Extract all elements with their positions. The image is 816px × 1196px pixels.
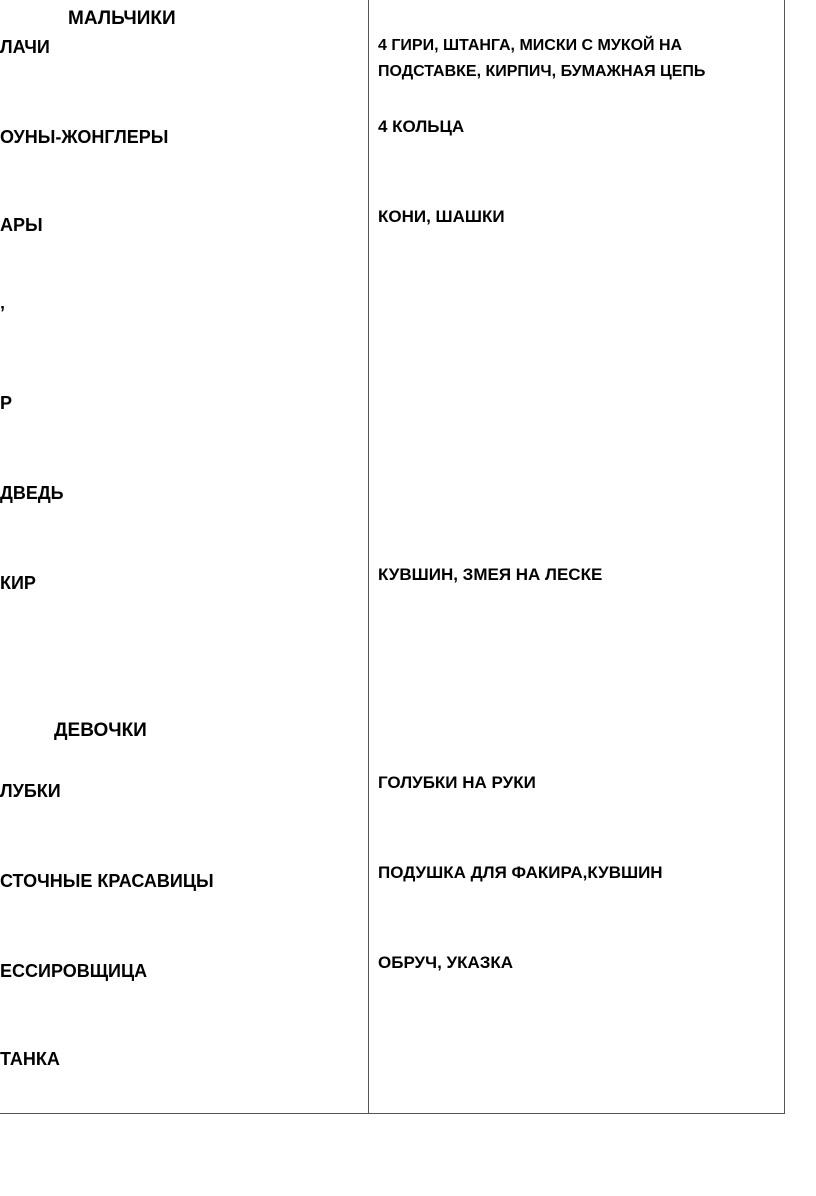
boys-heading: МАЛЬЧИКИ xyxy=(68,8,176,29)
column-divider xyxy=(368,0,369,1114)
girls-heading: ДЕВОЧКИ xyxy=(54,720,147,741)
girls-role-4: ТАНКА xyxy=(0,1049,60,1069)
girls-role-1: ЛУБКИ xyxy=(0,781,61,801)
boys-props-7: КУВШИН, ЗМЕЯ НА ЛЕСКЕ xyxy=(378,565,603,584)
boys-role-2: ОУНЫ-ЖОНГЛЕРЫ xyxy=(0,127,169,147)
boys-props-3: КОНИ, ШАШКИ xyxy=(378,207,505,226)
girls-props-3: ОБРУЧ, УКАЗКА xyxy=(378,953,514,972)
boys-role-1: ЛАЧИ xyxy=(0,37,50,57)
boys-props-2: 4 КОЛЬЦА xyxy=(378,117,465,136)
boys-role-6: ДВЕДЬ xyxy=(0,483,64,503)
boys-props-1-text: 4 ГИРИ, ШТАНГА, МИСКИ С МУКОЙ НА ПОДСТАВКЕ, КИРПИЧ, БУМАЖНАЯ ЦЕПЬ xyxy=(378,37,706,80)
girls-role-3: ЕССИРОВЩИЦА xyxy=(0,961,148,981)
girls-role-2: СТОЧНЫЕ КРАСАВИЦЫ xyxy=(0,871,214,891)
boys-role-4: ’ xyxy=(0,303,6,323)
boys-props-1 xyxy=(378,33,705,85)
boys-role-5: Р xyxy=(0,393,13,413)
boys-role-3: АРЫ xyxy=(0,215,43,235)
girls-props-1: ГОЛУБКИ НА РУКИ xyxy=(378,773,536,792)
boys-role-7: КИР xyxy=(0,573,36,593)
girls-props-2: ПОДУШКА ДЛЯ ФАКИРА,КУВШИН xyxy=(378,863,663,882)
